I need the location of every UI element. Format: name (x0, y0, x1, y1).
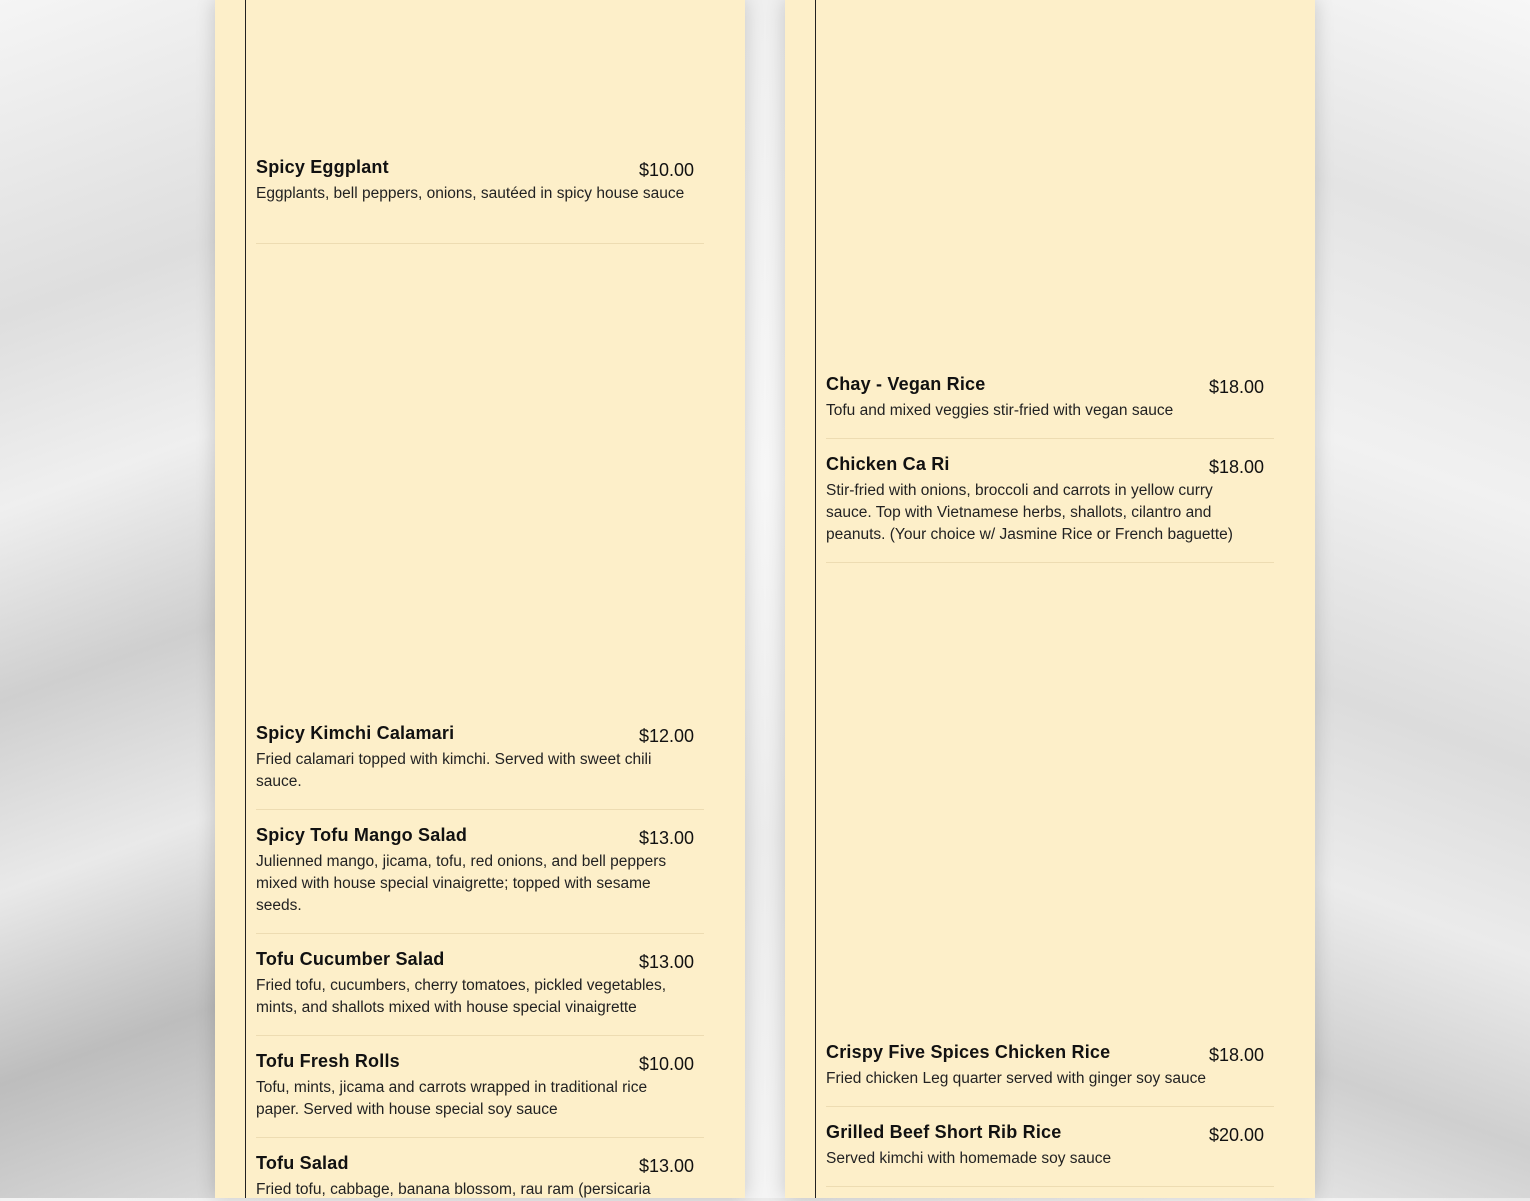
menu-item[interactable] (256, 825, 704, 917)
menu-item-price: $13.00 (638, 1156, 694, 1176)
item-divider (256, 1035, 704, 1036)
menu-item[interactable] (256, 1051, 704, 1121)
menu-item[interactable] (256, 949, 704, 1019)
menu-panel-left (215, 0, 745, 1198)
menu-item-description: Tofu, mints, jicama and carrots wrapped in traditional rice paper. Served with house special soy sauce (256, 1079, 648, 1118)
menu-item[interactable] (256, 723, 704, 793)
background-right (1315, 0, 1530, 1198)
menu-item-price: $13.00 (638, 828, 694, 848)
menu-item-price: $10.00 (638, 160, 694, 180)
menu-item[interactable] (256, 157, 704, 205)
menu-item-description: Fried tofu, cabbage, banana blossom, rau ram (persicaria (256, 1181, 651, 1198)
menu-item-name: Chay - Vegan Rice (826, 374, 986, 394)
menu-item-description: Served kimchi with homemade soy sauce (826, 1150, 1112, 1167)
menu-item[interactable] (826, 454, 1274, 546)
menu-item-price: $20.00 (1208, 1125, 1264, 1145)
menu-item-price: $18.00 (1208, 377, 1264, 397)
menu-item-name: Grilled Beef Short Rib Rice (826, 1122, 1062, 1142)
menu-item-name: Crispy Five Spices Chicken Rice (826, 1042, 1111, 1062)
menu-item-name: Tofu Salad (256, 1153, 349, 1173)
menu-item-description: Tofu and mixed veggies stir-fried with vegan sauce (826, 402, 1174, 419)
menu-item-price: $18.00 (1208, 457, 1264, 477)
menu-item-name: Spicy Tofu Mango Salad (256, 825, 468, 845)
menu-item-description: Fried tofu, cucumbers, cherry tomatoes, pickled vegetables, mints, and shallots mixed with house special vinaigrette (256, 977, 667, 1016)
menu-item-description: Julienned mango, jicama, tofu, red onions, and bell peppers mixed with house special vinaigrette; topped with sesame seeds. (256, 853, 667, 914)
menu-item[interactable] (256, 1153, 704, 1201)
menu-item-name: Spicy Eggplant (256, 157, 389, 177)
menu-item-price: $13.00 (638, 952, 694, 972)
item-divider (826, 1106, 1274, 1107)
menu-item[interactable] (826, 1042, 1274, 1090)
item-divider (256, 1137, 704, 1138)
menu-item-description: Eggplants, bell peppers, onions, sautéed in spicy house sauce (256, 185, 685, 202)
panel-right-rule (815, 0, 816, 1198)
menu-item-price: $10.00 (638, 1054, 694, 1074)
menu-item-description: Fried calamari topped with kimchi. Served with sweet chili sauce. (256, 751, 652, 790)
background-left (0, 0, 215, 1198)
menu-item-price: $12.00 (638, 726, 694, 746)
background-middle (745, 0, 785, 1198)
menu-item-name: Tofu Fresh Rolls (256, 1051, 400, 1071)
panel-left-rule (245, 0, 246, 1198)
menu-item-description: Fried chicken Leg quarter served with ginger soy sauce (826, 1070, 1206, 1087)
menu-item-price: $18.00 (1208, 1045, 1264, 1065)
item-divider (826, 1186, 1274, 1187)
menu-item-name: Spicy Kimchi Calamari (256, 723, 455, 743)
item-divider (826, 562, 1274, 563)
menu-item-name: Chicken Ca Ri (826, 454, 950, 474)
menu-panel-right (785, 0, 1315, 1198)
item-divider (256, 809, 704, 810)
item-divider (256, 933, 704, 934)
menu-item[interactable] (826, 1122, 1274, 1170)
menu-item[interactable] (826, 374, 1274, 422)
menu-item-description: Stir-fried with onions, broccoli and carrots in yellow curry sauce. Top with Vietnamese herbs, shallots, cilantro and peanuts. (Your choice w/ Jasmine Rice or French baguette) (826, 482, 1233, 543)
item-divider (826, 438, 1274, 439)
item-divider (256, 243, 704, 244)
menu-item-name: Tofu Cucumber Salad (256, 949, 445, 969)
